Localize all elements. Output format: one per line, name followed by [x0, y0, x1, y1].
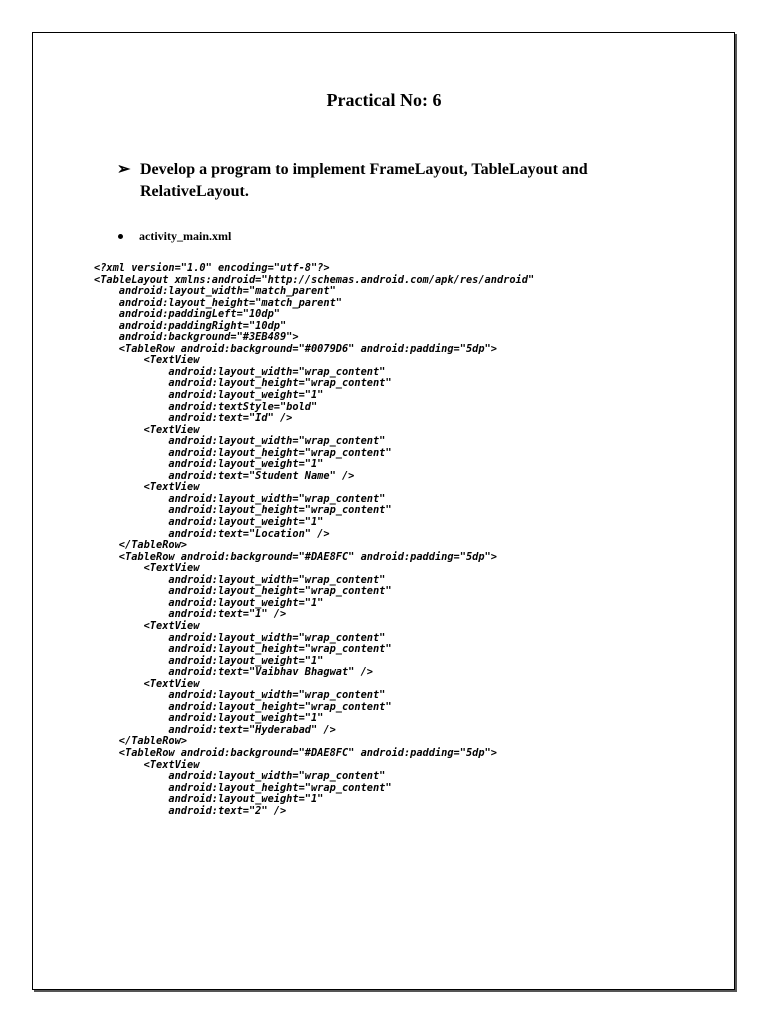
page-title: Practical No: 6	[326, 90, 442, 110]
file-label-item	[118, 229, 231, 244]
code-listing: <?xml version="1.0" encoding="utf-8"?> <TableLayout xmlns:android="http://schemas.android.com/apk/res/android" android:layout_width="match_parent" android:layout_height="match_parent" android:paddingLeft="10dp" android:paddingRight="10dp" android:background="#3EB489"> <TableRow android:background="#0079D6" android:padding="5dp"> <TextView android:layout_width="wrap_content" android:layout_height="wrap_content" android:layout_weight="1" android:textStyle="bold" android:text="Id" /> <TextView android:layout_width="wrap_content" android:layout_height="wrap_content" android:layout_weight="1" android:text="Student Name" /> <TextView android:layout_width="wrap_content" android:layout_height="wrap_content" android:layout_weight="1" android:text="Location" /> </TableRow> <TableRow android:background="#DAE8FC" android:padding="5dp"> <TextView android:layout_width="wrap_content" android:layout_height="wrap_content" android:layout_weight="1" android:text="1" /> <TextView android:layout_width="wrap_content" android:layout_height="wrap_content" android:layout_weight="1" android:text="Vaibhav Bhagwat" /> <TextView android:layout_width="wrap_content" android:layout_height="wrap_content" android:layout_weight="1" android:text="Hyderabad" /> </TableRow> <TableRow android:background="#DAE8FC" android:padding="5dp"> <TextView android:layout_width="wrap_content" android:layout_height="wrap_content" android:layout_weight="1" android:text="2" />	[94, 262, 535, 817]
bullet-dot-icon	[118, 234, 123, 239]
arrow-bullet-icon: ➢	[117, 161, 131, 178]
file-label: activity_main.xml	[139, 229, 232, 243]
aim-text: Develop a program to implement FrameLayout, TableLayout and RelativeLayout.	[140, 161, 588, 200]
aim-statement	[117, 159, 677, 203]
